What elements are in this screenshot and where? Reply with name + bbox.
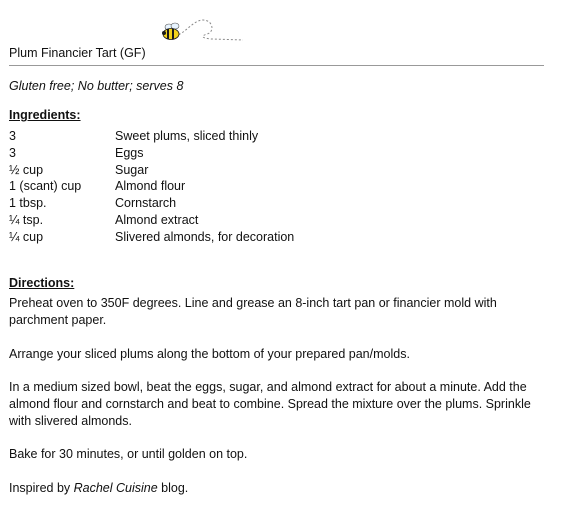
direction-step: In a medium sized bowl, beat the eggs, sugar, and almond extract for about a minute. Add the almond flour and cornstarch and beat to combine. Spread the mixture over the plums. Sprinkle with slivered almonds. (9, 380, 531, 428)
ingredient-name: Sugar (115, 162, 149, 177)
ingredient-name: Almond flour (115, 179, 186, 194)
ingredient-quantity: ½ cup (9, 162, 44, 177)
ingredient-row (9, 229, 529, 246)
recipe-page (9, 0, 545, 509)
ingredient-name: Sweet plums, sliced thinly (115, 129, 259, 143)
ingredients-heading: Ingredients: (9, 108, 81, 122)
credit-source: Rachel Cuisine (73, 481, 158, 495)
credit-prefix: Inspired by (9, 481, 74, 495)
ingredient-name: Almond extract (115, 212, 199, 227)
ingredient-row (9, 128, 529, 145)
ingredient-row (9, 145, 529, 162)
ingredient-quantity: ¼ tsp. (9, 212, 44, 227)
recipe-subtitle: Gluten free; No butter; serves 8 (9, 79, 184, 93)
bee-icon (155, 14, 245, 44)
ingredient-name: Eggs (115, 145, 144, 160)
ingredient-row (9, 178, 529, 195)
ingredient-quantity: 1 tbsp. (9, 196, 47, 211)
ingredient-quantity: 3 (9, 145, 16, 160)
direction-step: Preheat oven to 350F degrees. Line and grease an 8-inch tart pan or financier mold with parchment paper. (9, 296, 497, 327)
ingredient-quantity: ¼ cup (9, 229, 44, 244)
ingredient-name: Cornstarch (115, 196, 177, 211)
recipe-title: Plum Financier Tart (GF) (9, 46, 146, 60)
ingredient-row (9, 195, 529, 212)
credit-line (9, 480, 188, 497)
ingredient-quantity: 3 (9, 129, 16, 143)
directions-heading: Directions: (9, 276, 75, 290)
ingredient-row (9, 212, 529, 229)
title-divider (9, 65, 544, 66)
ingredient-row (9, 162, 529, 179)
ingredient-quantity: 1 (scant) cup (9, 179, 82, 194)
direction-step: Arrange your sliced plums along the bottom of your prepared pan/molds. (9, 347, 410, 361)
ingredients-list (9, 128, 529, 246)
direction-step: Bake for 30 minutes, or until golden on top. (9, 447, 248, 461)
ingredient-name: Slivered almonds, for decoration (115, 229, 295, 244)
credit-suffix: blog. (157, 481, 189, 495)
